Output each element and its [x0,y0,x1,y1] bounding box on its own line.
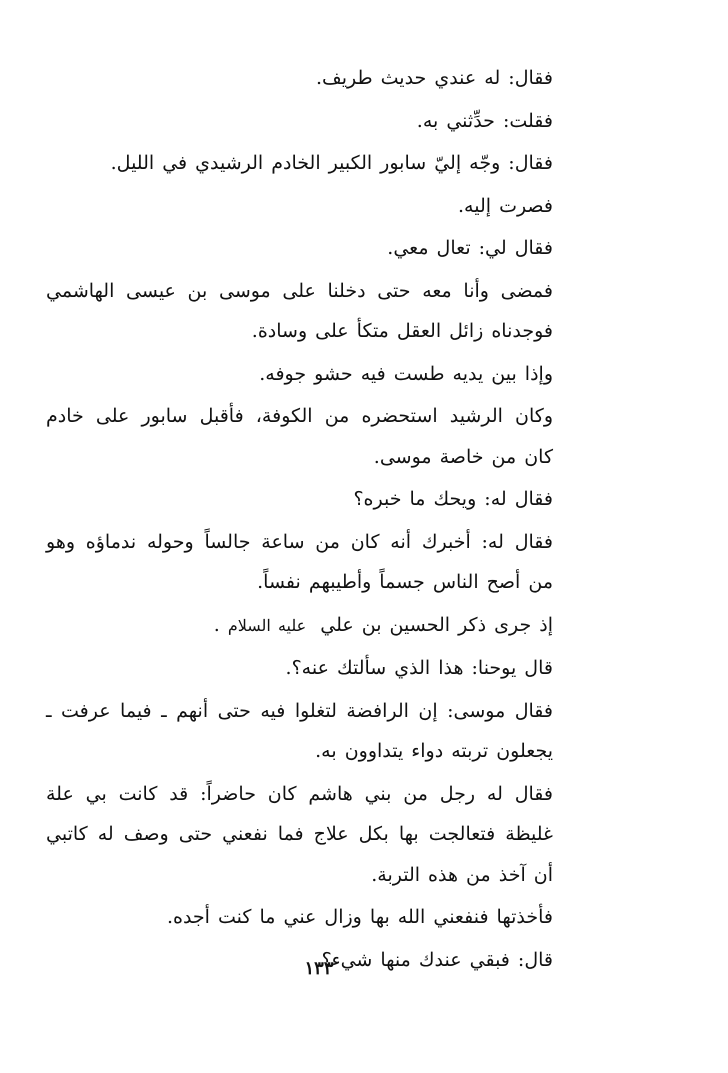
paragraph-9: فقال له: ويحك ما خبره؟ [353,488,553,510]
paragraph-8: وكان الرشيد استحضره من الكوفة، فأقبل سابور على خادم كان من خاصة موسى. [46,405,553,468]
paragraph-4: فصرت إليه. [458,194,553,217]
paragraph-5: فقال لي: تعال معي. [387,237,553,259]
paragraph-12: قال يوحنا: هذا الذي سألتك عنه؟. [285,657,553,679]
paragraph-3: فقال: وجّه إليّ سابور الكبير الخادم الرشيدي في الليل. [110,152,553,174]
page-body [46,58,553,982]
paragraph-2: فقلت: حدِّثني به. [416,109,553,132]
paragraph-10: فقال له: أخبرك أنه كان من ساعة جالساً وحوله ندماؤه وهو من أصح الناس جسماً وأطيبهم نفساً. [46,530,553,593]
honorific-glyph: عليه السلام [227,615,307,635]
paragraph-7: وإذا بين يديه طست فيه حشو جوفه. [259,362,553,385]
paragraph-11-tail: . [213,613,220,636]
paragraph-15: فأخذتها فنفعني الله بها وزال عني ما كنت أجده. [166,906,553,928]
paragraph-16: قال: فبقي عندك منها شيء؟ [321,948,553,971]
paragraph-1: فقال: له عندي حديث طريف. [315,67,553,89]
paragraph-11-text: إذ جرى ذكر الحسين بن علي [320,613,553,636]
page-number: ١٣٣ [304,958,334,979]
paragraph-14: فقال له رجل من بني هاشم كان حاضراً: قد كانت بي علة غليظة فتعالجت بها بكل علاج فما نفعني حتى وصف له كاتبي أن آخذ من هذه التربة. [46,782,553,886]
paragraph-6: فمضى وأنا معه حتى دخلنا على موسى بن عيسى الهاشمي فوجدناه زائل العقل متكأ على وسادة. [46,279,553,342]
paragraph-13: فقال موسى: إن الرافضة لتغلوا فيه حتى أنهم ـ فيما عرفت ـ يجعلون تربته دواء يتداوون به. [46,699,553,762]
paragraph-11 [46,605,553,647]
